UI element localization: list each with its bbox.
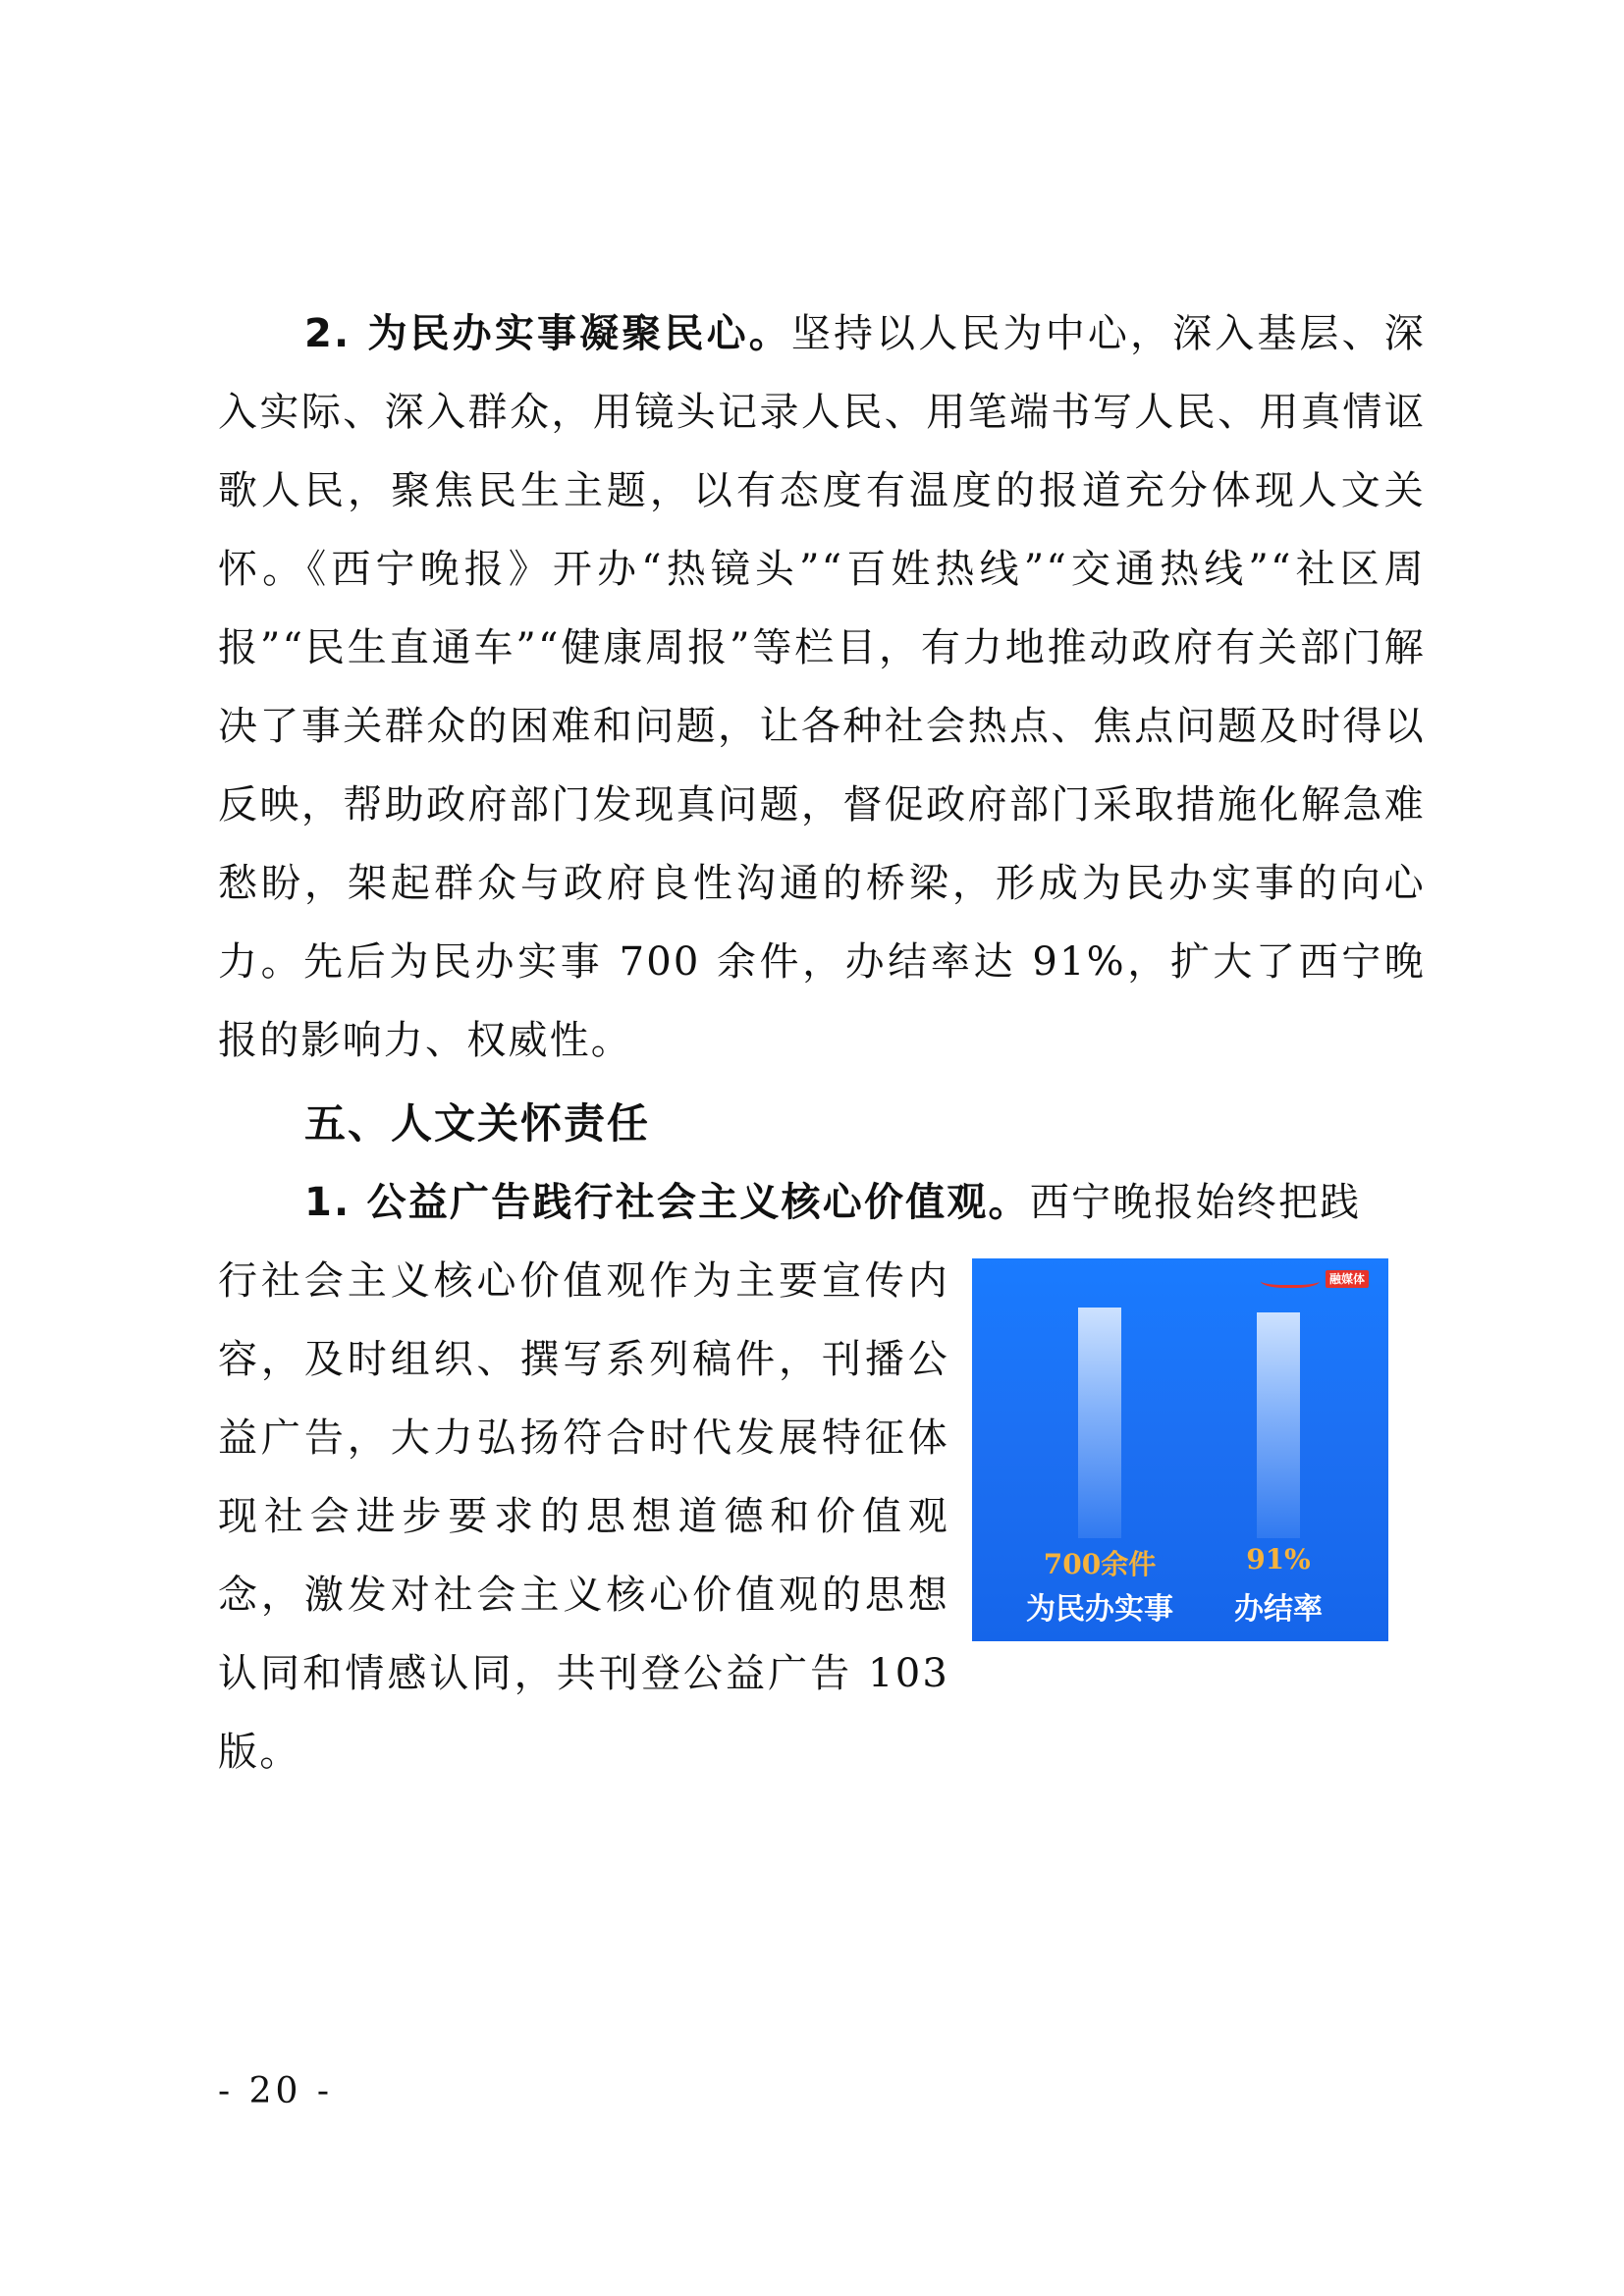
paragraph-public-ads-first-line (218, 1163, 1426, 1242)
media-logo (1261, 1270, 1369, 1288)
bar-value-label: 700余件 (1043, 1548, 1157, 1580)
bar-category-label: 办结率 (1234, 1592, 1323, 1627)
paragraph-public-ads-body: 行社会主义核心价值观作为主要宣传内容，及时组织、撰写系列稿件，刊播公益广告，大力弘扬符合时代发展特征体现社会进步要求的思想道德和价值观念，激发对社会主义核心价值观的思想认同和情感认同，共刊登公益广告 103 版。 (218, 1258, 949, 1775)
paragraph-serve-people (218, 294, 1426, 1080)
bar-2 (1257, 1312, 1300, 1538)
logo-badge: 融媒体 (1326, 1270, 1369, 1288)
section-heading: 五、人文关怀责任 (304, 1099, 651, 1148)
bar-category-label: 为民办实事 (1026, 1592, 1173, 1627)
logo-script-icon (1261, 1271, 1320, 1288)
bar-value-label: 91% (1246, 1543, 1311, 1575)
bar-1 (1078, 1308, 1121, 1538)
page-number: - 20 - (218, 2071, 334, 2111)
infographic-panel (972, 1258, 1388, 1641)
paragraph-lead: 2. 为民办实事凝聚民心。 (304, 311, 791, 356)
paragraph-lead: 1. 公益广告践行社会主义核心价值观。 (304, 1180, 1030, 1225)
paragraph-body-start: 西宁晚报始终把践 (1029, 1180, 1362, 1225)
paragraph-body: 坚持以人民为中心，深入基层、深入实际、深入群众，用镜头记录人民、用笔端书写人民、用真情讴歌人民，聚焦民生主题，以有态度有温度的报道充分体现人文关怀。《西宁晚报》开办“热镜头”“百姓热线”“交通热线”“社区周报”“民生直通车”“健康周报”等栏目，有力地推动政府有关部门解决了事关群众的困难和问题，让各种社会热点、焦点问题及时得以反映，帮助政府部门发现真问题，督促政府部门采取措施化解急难愁盼，架起群众与政府良性沟通的桥梁，形成为民办实事的向心力。先后为民办实事 700 余件，办结率达 91%，扩大了西宁晚报的影响力、权威性。 (218, 311, 1426, 1063)
